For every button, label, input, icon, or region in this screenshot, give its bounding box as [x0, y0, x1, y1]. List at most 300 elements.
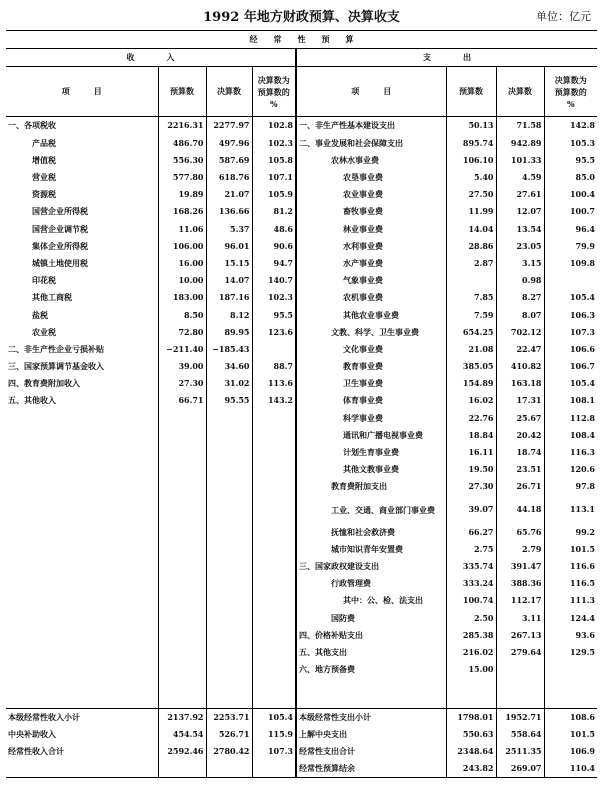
expense-pct: 116.5 — [544, 575, 597, 592]
summary-row — [6, 743, 597, 760]
expense-final: 71.58 — [496, 117, 544, 135]
expense-pct — [544, 272, 597, 289]
income-budget: 72.80 — [158, 324, 206, 341]
expense-final: 3.15 — [496, 255, 544, 272]
table-row — [6, 392, 597, 409]
expense-final: 18.74 — [496, 444, 544, 461]
expense-pct-header: 决算数为 预算数的 % — [544, 67, 597, 117]
expense-budget: 216.02 — [446, 644, 496, 661]
summary-expense-budget: 2348.64 — [446, 743, 496, 760]
income-pct-empty — [252, 524, 296, 541]
income-item-header: 项 目 — [6, 67, 158, 117]
expense-item: 一、非生产性基本建设支出 — [296, 117, 446, 135]
expense-final: 3.11 — [496, 609, 544, 626]
table-row — [6, 221, 597, 238]
table-row — [6, 375, 597, 392]
income-final: 497.96 — [206, 135, 252, 152]
expense-budget: 50.13 — [446, 117, 496, 135]
expense-pct: 109.8 — [544, 255, 597, 272]
expense-pct: 113.1 — [544, 496, 597, 524]
income-final-empty — [206, 541, 252, 558]
summary-income-budget: 454.54 — [158, 726, 206, 743]
income-pct: 81.2 — [252, 203, 296, 220]
income-pct: 105.8 — [252, 152, 296, 169]
table-row — [6, 478, 597, 495]
income-item: 二、非生产性企业亏损补贴 — [8, 343, 104, 354]
expense-item: 五、其他支出 — [296, 644, 446, 661]
expense-budget: 15.00 — [446, 661, 496, 678]
expense-budget: 66.27 — [446, 524, 496, 541]
income-budget: 577.80 — [158, 169, 206, 186]
income-item-empty — [6, 627, 158, 644]
expense-item: 林业事业费 — [296, 221, 446, 238]
expense-item: 畜牧事业费 — [296, 203, 446, 220]
income-budget: 19.89 — [158, 186, 206, 203]
income-budget-empty — [158, 541, 206, 558]
summary-expense-item: 本级经常性支出小计 — [296, 708, 446, 726]
expense-final: 27.61 — [496, 186, 544, 203]
income-budget: 106.00 — [158, 238, 206, 255]
summary-income-budget — [158, 760, 206, 778]
income-pct-empty — [252, 461, 296, 478]
expense-pct: 96.4 — [544, 221, 597, 238]
income-item: 增值税 — [32, 154, 56, 165]
expense-item: 三、国家政权建设支出 — [296, 558, 446, 575]
income-final: 96.01 — [206, 238, 252, 255]
income-item: 四、教育费附加收入 — [8, 378, 80, 389]
summary-expense-pct: 108.6 — [544, 708, 597, 726]
expense-final: 22.47 — [496, 341, 544, 358]
income-pct-empty — [252, 496, 296, 524]
expense-item: 其他文教事业费 — [296, 461, 446, 478]
expense-final: 942.89 — [496, 135, 544, 152]
income-pct: 102.3 — [252, 135, 296, 152]
expense-final: 388.36 — [496, 575, 544, 592]
income-pct — [252, 341, 296, 358]
expense-item: 水产事业费 — [296, 255, 446, 272]
expense-item: 气象事业费 — [296, 272, 446, 289]
summary-income-final — [206, 760, 252, 778]
income-final: −185.43 — [206, 341, 252, 358]
summary-income-pct: 115.9 — [252, 726, 296, 743]
income-budget-empty — [158, 678, 206, 708]
income-budget-header: 预算数 — [158, 67, 206, 117]
expense-budget: 21.08 — [446, 341, 496, 358]
expense-item: 科学事业费 — [296, 410, 446, 427]
income-header: 收 入 — [6, 49, 296, 67]
income-item-empty — [6, 661, 158, 678]
expense-pct: 95.5 — [544, 152, 597, 169]
income-budget-empty — [158, 558, 206, 575]
income-budget-empty — [158, 627, 206, 644]
expense-pct: 112.8 — [544, 410, 597, 427]
expense-final: 23.51 — [496, 461, 544, 478]
expense-header: 支 出 — [296, 49, 597, 67]
income-pct: 123.6 — [252, 324, 296, 341]
income-pct-empty — [252, 575, 296, 592]
expense-final: 410.82 — [496, 358, 544, 375]
expense-item — [296, 678, 446, 708]
expense-item-header: 项 目 — [296, 67, 446, 117]
income-pct: 105.9 — [252, 186, 296, 203]
summary-row — [6, 760, 597, 778]
expense-pct: 129.5 — [544, 644, 597, 661]
expense-pct: 108.1 — [544, 392, 597, 409]
expense-item: 农业事业费 — [296, 186, 446, 203]
income-final-empty — [206, 496, 252, 524]
expense-budget: 39.07 — [446, 496, 496, 524]
income-final: 8.12 — [206, 306, 252, 323]
income-item-empty — [6, 478, 158, 495]
expense-budget: 14.04 — [446, 221, 496, 238]
income-pct-empty — [252, 661, 296, 678]
income-final: 187.16 — [206, 289, 252, 306]
income-item-empty — [6, 644, 158, 661]
income-budget-empty — [158, 644, 206, 661]
income-pct: 90.6 — [252, 238, 296, 255]
expense-final: 4.59 — [496, 169, 544, 186]
table-row — [6, 558, 597, 575]
table-row — [6, 341, 597, 358]
income-final-empty — [206, 661, 252, 678]
table-row — [6, 289, 597, 306]
expense-final: 163.18 — [496, 375, 544, 392]
income-pct-empty — [252, 678, 296, 708]
summary-income-item: 中央补助收入 — [8, 728, 56, 739]
expense-item: 文教、科学、卫生事业费 — [296, 324, 446, 341]
expense-final: 13.54 — [496, 221, 544, 238]
income-final-empty — [206, 644, 252, 661]
summary-income-final: 2253.71 — [206, 708, 252, 726]
table-row — [6, 238, 597, 255]
table-row — [6, 627, 597, 644]
table-row — [6, 169, 597, 186]
income-item: 营业税 — [32, 172, 56, 183]
table-row — [6, 358, 597, 375]
income-pct-empty — [252, 410, 296, 427]
expense-item: 二、事业发展和社会保障支出 — [296, 135, 446, 152]
income-final: 21.07 — [206, 186, 252, 203]
income-final-empty — [206, 444, 252, 461]
table-row — [6, 272, 597, 289]
income-final-empty — [206, 410, 252, 427]
table-row — [6, 427, 597, 444]
expense-item: 农垦事业费 — [296, 169, 446, 186]
income-item-empty — [6, 558, 158, 575]
expense-budget: 895.74 — [446, 135, 496, 152]
expense-pct: 101.5 — [544, 541, 597, 558]
expense-item: 体育事业费 — [296, 392, 446, 409]
income-budget: −211.40 — [158, 341, 206, 358]
expense-item: 其中：公、检、法支出 — [296, 592, 446, 609]
expense-item: 抚恤和社会救济费 — [296, 524, 446, 541]
summary-body — [6, 708, 597, 778]
income-budget-empty — [158, 461, 206, 478]
summary-expense-final: 1952.71 — [496, 708, 544, 726]
expense-budget: 106.10 — [446, 152, 496, 169]
expense-item: 水利事业费 — [296, 238, 446, 255]
income-final-empty — [206, 461, 252, 478]
income-final-header: 决算数 — [206, 67, 252, 117]
summary-row — [6, 708, 597, 726]
income-final: 14.07 — [206, 272, 252, 289]
income-pct-empty — [252, 541, 296, 558]
income-item: 集体企业所得税 — [32, 240, 88, 251]
expense-pct: 106.6 — [544, 341, 597, 358]
budget-table — [6, 30, 597, 778]
expense-item: 其他农业事业费 — [296, 306, 446, 323]
expense-pct: 142.8 — [544, 117, 597, 135]
expense-budget: 18.84 — [446, 427, 496, 444]
income-item: 资源税 — [32, 189, 56, 200]
table-row — [6, 609, 597, 626]
income-item: 一、各项税收 — [8, 120, 56, 131]
expense-final-header: 决算数 — [496, 67, 544, 117]
expense-budget: 5.40 — [446, 169, 496, 186]
summary-expense-final: 2511.35 — [496, 743, 544, 760]
income-item: 五、其他收入 — [8, 395, 56, 406]
summary-income-budget: 2137.92 — [158, 708, 206, 726]
income-item-empty — [6, 678, 158, 708]
income-item-empty — [6, 410, 158, 427]
table-row — [6, 661, 597, 678]
income-final-empty — [206, 575, 252, 592]
expense-item: 教育费附加支出 — [296, 478, 446, 495]
income-pct-empty — [252, 427, 296, 444]
table-row — [6, 496, 597, 524]
expense-final: 702.12 — [496, 324, 544, 341]
expense-final: 26.71 — [496, 478, 544, 495]
expense-item: 教育事业费 — [296, 358, 446, 375]
income-item: 产品税 — [32, 137, 56, 148]
income-budget: 39.00 — [158, 358, 206, 375]
expense-final: 12.07 — [496, 203, 544, 220]
expense-final: 112.17 — [496, 592, 544, 609]
expense-final: 8.07 — [496, 306, 544, 323]
expense-final: 267.13 — [496, 627, 544, 644]
income-final: 34.60 — [206, 358, 252, 375]
income-budget: 66.71 — [158, 392, 206, 409]
expense-item: 农机事业费 — [296, 289, 446, 306]
expense-pct: 85.0 — [544, 169, 597, 186]
summary-income-final: 526.71 — [206, 726, 252, 743]
expense-final — [496, 661, 544, 678]
table-row — [6, 461, 597, 478]
expense-pct: 111.3 — [544, 592, 597, 609]
income-item-empty — [6, 575, 158, 592]
income-pct: 95.5 — [252, 306, 296, 323]
income-budget: 556.30 — [158, 152, 206, 169]
income-item: 印花税 — [32, 275, 56, 286]
income-final-empty — [206, 524, 252, 541]
expense-budget-header: 预算数 — [446, 67, 496, 117]
table-row — [6, 135, 597, 152]
expense-item: 农林水事业费 — [296, 152, 446, 169]
expense-pct: 105.4 — [544, 375, 597, 392]
unit-label: 单位：亿元 — [536, 10, 591, 23]
income-budget: 8.50 — [158, 306, 206, 323]
income-budget-empty — [158, 575, 206, 592]
expense-final: 279.64 — [496, 644, 544, 661]
summary-row — [6, 726, 597, 743]
expense-budget: 154.89 — [446, 375, 496, 392]
income-item: 城镇土地使用税 — [32, 257, 88, 268]
income-item: 国营企业调节税 — [32, 223, 88, 234]
income-item-empty — [6, 524, 158, 541]
table-row — [6, 255, 597, 272]
expense-item: 文化事业费 — [296, 341, 446, 358]
table-row — [6, 306, 597, 323]
table-row — [6, 410, 597, 427]
expense-pct: 100.7 — [544, 203, 597, 220]
income-pct: 102.8 — [252, 117, 296, 135]
expense-budget: 16.02 — [446, 392, 496, 409]
income-item: 国营企业所得税 — [32, 206, 88, 217]
expense-item: 四、价格补贴支出 — [296, 627, 446, 644]
income-pct: 140.7 — [252, 272, 296, 289]
expense-final — [496, 678, 544, 708]
income-budget-empty — [158, 496, 206, 524]
income-budget-empty — [158, 661, 206, 678]
income-item: 农业税 — [32, 326, 56, 337]
expense-pct: 79.9 — [544, 238, 597, 255]
expense-pct: 106.3 — [544, 306, 597, 323]
table-row — [6, 575, 597, 592]
expense-pct: 116.3 — [544, 444, 597, 461]
summary-income-final: 2780.42 — [206, 743, 252, 760]
income-pct: 143.2 — [252, 392, 296, 409]
expense-budget: 27.30 — [446, 478, 496, 495]
expense-pct: 100.4 — [544, 186, 597, 203]
expense-pct: 99.2 — [544, 524, 597, 541]
expense-final: 101.33 — [496, 152, 544, 169]
income-budget-empty — [158, 444, 206, 461]
income-pct-header: 决算数为 预算数的 % — [252, 67, 296, 117]
table-row — [6, 644, 597, 661]
expense-item: 卫生事业费 — [296, 375, 446, 392]
income-budget: 16.00 — [158, 255, 206, 272]
income-budget: 10.00 — [158, 272, 206, 289]
expense-pct — [544, 661, 597, 678]
expense-final: 17.31 — [496, 392, 544, 409]
income-budget-empty — [158, 478, 206, 495]
income-budget: 27.30 — [158, 375, 206, 392]
expense-budget: 2.87 — [446, 255, 496, 272]
expense-final: 44.18 — [496, 496, 544, 524]
expense-pct — [544, 678, 597, 708]
income-item-empty — [6, 541, 158, 558]
expense-pct: 106.7 — [544, 358, 597, 375]
income-budget-empty — [158, 524, 206, 541]
income-budget-empty — [158, 410, 206, 427]
income-item: 三、国家预算调节基金收入 — [8, 361, 104, 372]
expense-final: 8.27 — [496, 289, 544, 306]
income-final-empty — [206, 558, 252, 575]
expense-pct: 124.4 — [544, 609, 597, 626]
expense-budget: 7.85 — [446, 289, 496, 306]
expense-pct: 105.3 — [544, 135, 597, 152]
income-pct-empty — [252, 609, 296, 626]
summary-expense-pct: 110.4 — [544, 760, 597, 778]
income-pct: 107.1 — [252, 169, 296, 186]
table-body — [6, 117, 597, 708]
income-final: 15.15 — [206, 255, 252, 272]
income-final-empty — [206, 592, 252, 609]
expense-budget: 16.11 — [446, 444, 496, 461]
expense-final: 0.98 — [496, 272, 544, 289]
table-row — [6, 324, 597, 341]
table-row — [6, 203, 597, 220]
expense-final: 2.79 — [496, 541, 544, 558]
income-pct-empty — [252, 644, 296, 661]
table-row — [6, 117, 597, 135]
expense-final: 23.05 — [496, 238, 544, 255]
expense-pct: 107.3 — [544, 324, 597, 341]
income-budget: 486.70 — [158, 135, 206, 152]
summary-income-item: 本级经常性收入小计 — [6, 708, 158, 726]
expense-item: 行政管理费 — [296, 575, 446, 592]
income-final: 89.95 — [206, 324, 252, 341]
income-item-empty — [6, 609, 158, 626]
income-pct-empty — [252, 558, 296, 575]
income-pct: 94.7 — [252, 255, 296, 272]
summary-expense-item: 上解中央支出 — [296, 726, 446, 743]
income-pct: 113.6 — [252, 375, 296, 392]
income-pct: 88.7 — [252, 358, 296, 375]
expense-item: 国防费 — [296, 609, 446, 626]
expense-budget: 2.75 — [446, 541, 496, 558]
expense-item: 城市知识青年安置费 — [296, 541, 446, 558]
table-row — [6, 678, 597, 708]
expense-budget: 2.50 — [446, 609, 496, 626]
summary-income-item: 经常性收入合计 — [8, 746, 64, 757]
income-budget: 183.00 — [158, 289, 206, 306]
income-pct: 102.3 — [252, 289, 296, 306]
table-row — [6, 152, 597, 169]
income-budget-empty — [158, 592, 206, 609]
expense-pct: 97.8 — [544, 478, 597, 495]
summary-income-item — [6, 760, 158, 778]
expense-item: 通讯和广播电视事业费 — [296, 427, 446, 444]
summary-expense-item: 经常性预算结余 — [296, 760, 446, 778]
summary-expense-final: 269.07 — [496, 760, 544, 778]
summary-expense-budget: 550.63 — [446, 726, 496, 743]
expense-budget: 27.50 — [446, 186, 496, 203]
expense-pct: 93.6 — [544, 627, 597, 644]
income-item: 盐税 — [32, 309, 48, 320]
income-pct: 48.6 — [252, 221, 296, 238]
income-budget: 2216.31 — [158, 117, 206, 135]
expense-budget: 335.74 — [446, 558, 496, 575]
expense-pct: 105.4 — [544, 289, 597, 306]
table-row — [6, 186, 597, 203]
expense-budget: 11.99 — [446, 203, 496, 220]
expense-final: 391.47 — [496, 558, 544, 575]
expense-budget: 7.59 — [446, 306, 496, 323]
summary-income-pct — [252, 760, 296, 778]
table-row — [6, 592, 597, 609]
income-final-empty — [206, 478, 252, 495]
income-item-empty — [6, 592, 158, 609]
section-header: 经 常 性 预 算 — [6, 31, 597, 49]
summary-income-budget: 2592.46 — [158, 743, 206, 760]
summary-income-pct: 105.4 — [252, 708, 296, 726]
income-item-empty — [6, 427, 158, 444]
summary-expense-final: 558.64 — [496, 726, 544, 743]
expense-budget: 654.25 — [446, 324, 496, 341]
table-row — [6, 444, 597, 461]
expense-item: 工业、交通、商业部门事业费 — [296, 496, 446, 524]
